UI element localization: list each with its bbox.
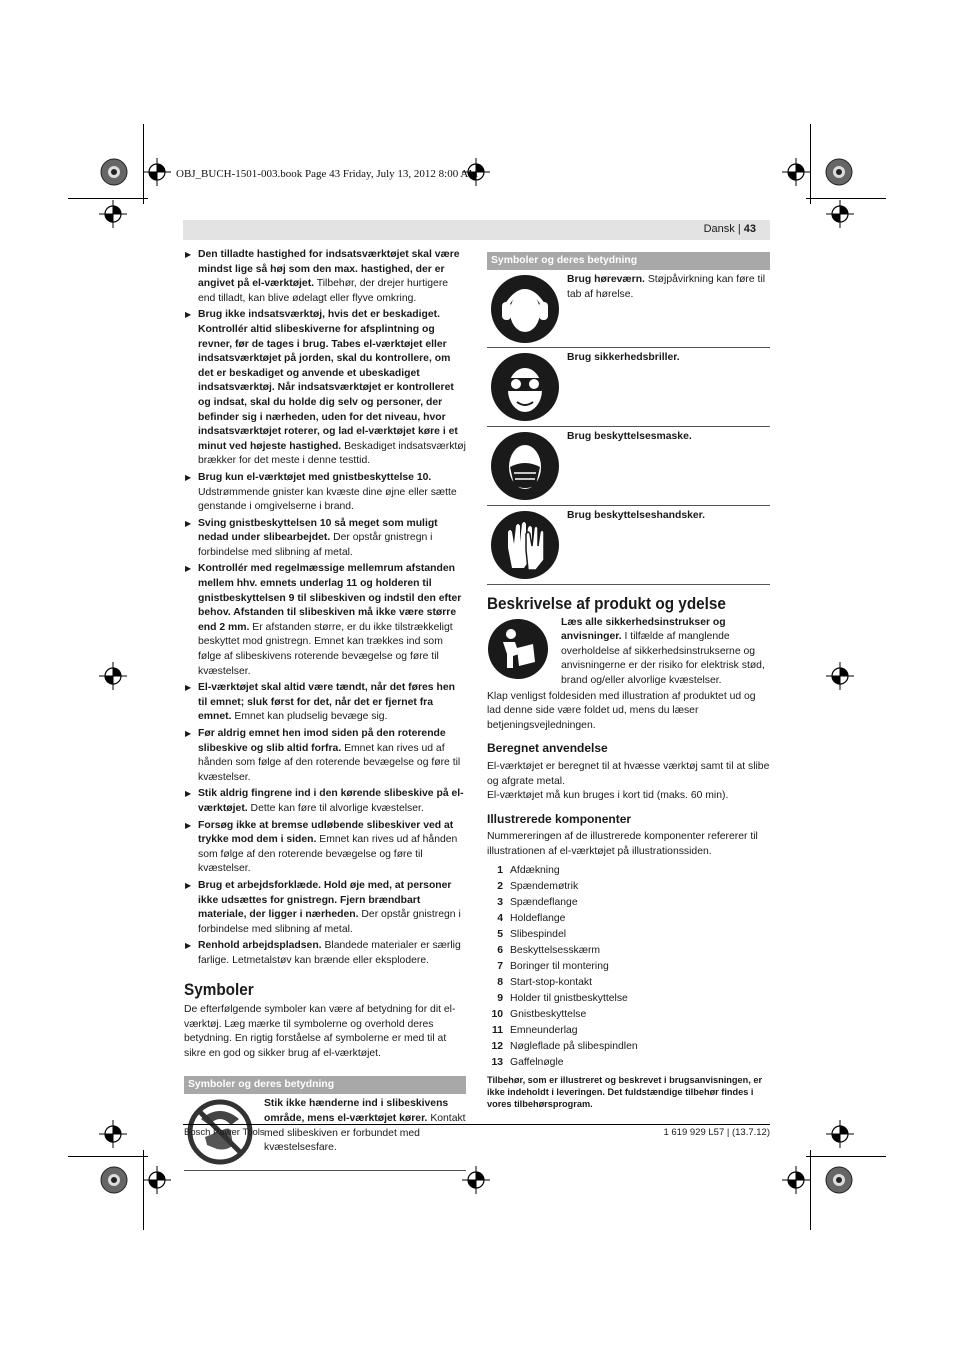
- component-item: [487, 864, 770, 880]
- safety-bullet: ▶ Brug kun el-værktøjet med gnistbeskyttelse 10. Udstrømmende gnister kan kvæste dine øjne eller sætte genstande i omgivelserne i brand.: [184, 471, 466, 515]
- read-instructions-text: Læs alle sikkerhedsinstrukser og anvisninger. I tilfælde af manglende overholdelse af sikkerhedsinstrukserne og anvisningerne er der risiko for elektrisk stød, brand og/eller alvorlige kvæstelser.: [561, 616, 765, 686]
- safety-bullet: ▶ El-værktøjet skal altid være tændt, når det føres hen til emnet; sluk først for det, når det er fjernet fra emnet. Emnet kan pludselig bevæge sig.: [184, 681, 466, 725]
- component-number: 13: [491, 1056, 503, 1068]
- safety-bullet: ▶ Brug ikke indsatsværktøj, hvis det er beskadiget. Kontrollér altid slibeskiverne for afsplintning og revner, før de tages i brug. Tabes el-værktøjet eller indsatsværktøjet på jorden, skal du kontrollere, om det er beskadiget og anvende et ubeskadiget indsatsværktøj. Når indsatsværktøjet er kontrolleret og indsat, skal du holde dig selv og personer, der befinder sig i nærheden, uden for det niveau, hvor indsatsværktøjet roterer, og lad el-værktøjet køre i et minut ved højeste hastighed. Beskadiget indsatsværktøj brækker for det meste i denne testtid.: [184, 308, 466, 469]
- component-label: Spændeflange: [510, 896, 578, 908]
- component-label: Holdeflange: [510, 912, 566, 924]
- component-label: Emneunderlag: [510, 1024, 578, 1036]
- component-number: 11: [492, 1024, 503, 1036]
- component-number: 7: [497, 960, 503, 972]
- symbol-row-text: Brug høreværn. Støjpåvirkning kan føre til tab af hørelse.: [567, 274, 766, 300]
- safety-bullet: ▶ Sving gnistbeskyttelsen 10 så meget som muligt nedad under slibearbejdet. Der opstår gnistregn i forbindelse med slibning af metal.: [184, 517, 466, 561]
- component-number: 2: [497, 880, 503, 892]
- component-item: [487, 960, 770, 976]
- beregnet-heading: Beregnet anvendelse: [487, 741, 608, 756]
- footer-brand: Bosch Power Tools: [184, 1127, 265, 1138]
- fold-page-text: Klap venligst foldesiden med illustration af produktet ud og lad denne side være foldet ud, mens du læser betjeningsvejledningen.: [487, 690, 756, 731]
- component-number: 6: [497, 944, 503, 956]
- symbol-row-text: Brug beskyttelsesmaske.: [567, 431, 692, 442]
- read-manual-icon: [487, 618, 549, 680]
- component-item: [487, 944, 770, 960]
- symbol-table-header-right: Symboler og deres betydning: [487, 252, 770, 270]
- component-item: [487, 1024, 770, 1040]
- illustrerede-text: Nummereringen af de illustrerede komponenter refererer til illustrationen af el-værktøjet på illustrationssiden.: [487, 831, 758, 857]
- safety-bullet: ▶ Før aldrig emnet hen imod siden på den roterende slibeskive og slib altid forfra. Emnet kan rives ud af hånden som følge af den roterende bevægelse og føre til kvæstelser.: [184, 727, 466, 785]
- symbol-table-header: Symboler og deres betydning: [184, 1076, 466, 1094]
- safety-bullet: ▶ Forsøg ikke at bremse udløbende slibeskiver ved at trykke mod dem i siden. Emnet kan rives ud af hånden som følge af den roterende bevægelse og føre til kvæstelser.: [184, 819, 466, 877]
- safety-bullet: ▶ Den tilladte hastighed for indsatsværktøjet skal være mindst lige så høj som den max. hastighed, der er angivet på el-værktøjet. Tilbehør, der drejer hurtigere end tilladt, kan blive ødelagt eller flyve omkring.: [184, 248, 466, 306]
- footer-rule: [183, 1124, 770, 1125]
- component-item: [487, 880, 770, 896]
- component-item: [487, 912, 770, 928]
- symbol-row-text: Brug sikkerhedsbriller.: [567, 352, 680, 363]
- safety-bullet: ▶ Brug et arbejdsforklæde. Hold øje med, at personer ikke udsættes for gnistregn. Fjern brændbart materiale, der ligger i nærheden. Der opstår gnistregn i forbindelse med slibning af metal.: [184, 879, 466, 937]
- header-language: Dansk: [703, 223, 735, 235]
- component-item: [487, 1056, 770, 1072]
- illustrerede-heading: Illustrerede komponenter: [487, 811, 632, 826]
- symbol-row-gloves: [487, 506, 770, 585]
- symboler-heading: Symboler: [184, 979, 254, 999]
- component-item: [487, 992, 770, 1008]
- component-label: Nøgleflade på slibespindlen: [510, 1040, 638, 1052]
- component-label: Afdækning: [510, 864, 560, 876]
- read-instructions-block: [487, 616, 770, 690]
- symboler-intro: De efterfølgende symboler kan være af betydning for dit el-værktøj. Læg mærke til symbolerne og overhold deres betydning. En rigtig forståelse af symbolerne er med til at sikre en god og sikker brug af el-værktøjet.: [184, 1004, 456, 1059]
- safety-bullet: ▶ Kontrollér med regelmæssige mellemrum afstanden mellem hhv. emnets underlag 11 og holderen til gnistbeskyttelsen 9 til slibeskiven og indstil den efter behov. Afstanden til slibeskiven må ikke være større end 2 mm. Er afstanden større, er du ikke tilstrækkeligt beskyttet mod gnistregn. Emnet kan trækkes ind som følge af slibeskivens roterende bevægelse og føre til kvæstelser.: [184, 562, 466, 679]
- component-number: 1: [497, 864, 503, 876]
- component-label: Spændemøtrik: [510, 880, 579, 892]
- ear-protection-icon: [490, 274, 560, 344]
- safety-glasses-icon: [490, 352, 560, 422]
- header-page-label: Dansk | 43: [703, 223, 756, 235]
- component-number: 10: [491, 1008, 503, 1020]
- component-number: 9: [497, 992, 503, 1004]
- symbol-row-text: Brug beskyttelseshandsker.: [567, 510, 706, 521]
- safety-bullet: ▶ Renhold arbejdspladsen. Blandede materialer er særlig farlige. Letmetalstøv kan brænde eller eksplodere.: [184, 939, 466, 968]
- book-info-line: OBJ_BUCH-1501-003.book Page 43 Friday, July 13, 2012 8:00 AM: [176, 168, 479, 180]
- symbol-row-dust-mask: [487, 427, 770, 506]
- component-item: [487, 1008, 770, 1024]
- component-list: [487, 864, 770, 1072]
- header-page-number: 43: [743, 223, 756, 235]
- component-number: 3: [497, 896, 503, 908]
- beregnet-text-1: El-værktøjet er beregnet til at hvæsse værktøj samt til at slibe og afgrate metal.: [487, 760, 770, 787]
- component-item: [487, 976, 770, 992]
- component-number: 12: [491, 1040, 503, 1052]
- component-item: [487, 1040, 770, 1056]
- component-number: 8: [497, 976, 503, 988]
- component-label: Start-stop-kontakt: [510, 976, 593, 988]
- safety-bullet: ▶ Stik aldrig fingrene ind i den kørende slibeskive på el-værktøjet. Dette kan føre til alvorlige kvæstelser.: [184, 787, 466, 816]
- component-label: Slibespindel: [510, 928, 567, 940]
- symbol-row-ear-protection: [487, 270, 770, 348]
- accessory-note: Tilbehør, som er illustreret og beskrevet i brugsanvisningen, er ikke indeholdt i leveringen. Det fuldstændige tilbehør findes i vores tilbehørsprogram.: [487, 1074, 763, 1109]
- left-column: [184, 248, 466, 1171]
- component-label: Holder til gnistbeskyttelse: [510, 992, 628, 1004]
- gloves-icon: [490, 510, 560, 580]
- component-number: 4: [497, 912, 503, 924]
- component-item: [487, 928, 770, 944]
- component-item: [487, 896, 770, 912]
- component-label: Beskyttelsesskærm: [510, 944, 601, 956]
- symbol-row-safety-glasses: [487, 348, 770, 427]
- dust-mask-icon: [490, 431, 560, 501]
- component-label: Gnistbeskyttelse: [510, 1008, 587, 1020]
- component-label: Gaffelnøgle: [510, 1056, 564, 1068]
- beregnet-text-2: El-værktøjet må kun bruges i kort tid (maks. 60 min).: [487, 790, 729, 802]
- component-number: 5: [497, 928, 503, 940]
- safety-bullet-list: [184, 248, 466, 969]
- beskrivelse-heading: Beskrivelse af produkt og ydelse: [487, 594, 726, 613]
- page-header: [183, 220, 770, 240]
- footer-doc-number: 1 619 929 L57 | (13.7.12): [663, 1127, 770, 1138]
- right-column: [487, 252, 770, 1110]
- component-label: Boringer til montering: [510, 960, 609, 972]
- symbol-row-text: Stik ikke hænderne ind i slibeskivens område, mens el-værktøjet kører. Kontakt med slibeskiven er forbundet med kvæstelsesfare.: [264, 1098, 466, 1154]
